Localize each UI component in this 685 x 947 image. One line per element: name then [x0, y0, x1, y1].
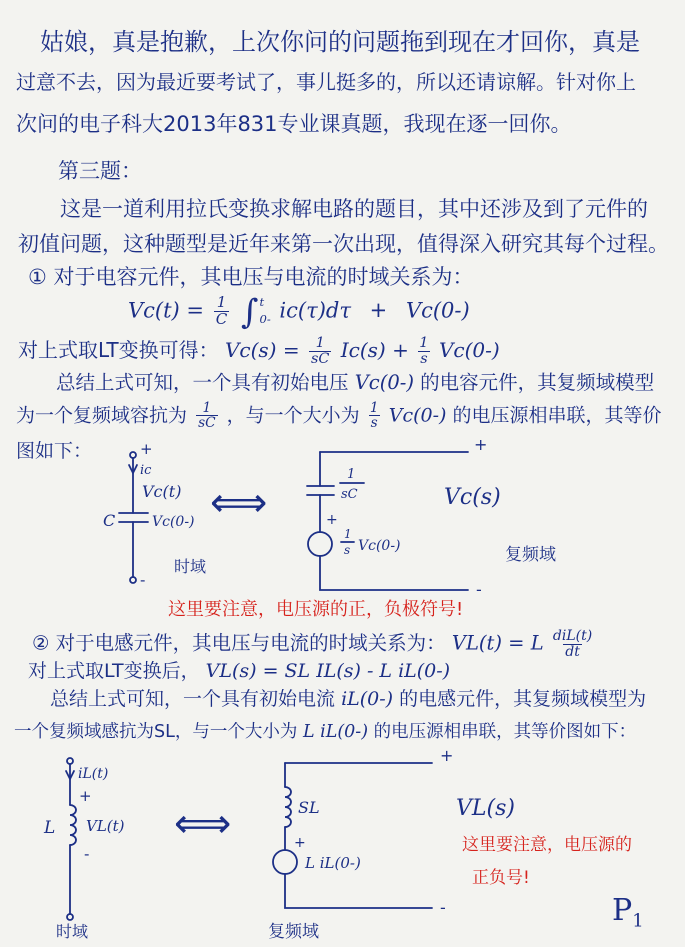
- fraction-denominator: sC: [310, 351, 330, 368]
- source-value-label: Vc(0-): [358, 538, 401, 554]
- cap-eq-plus: +: [369, 298, 388, 323]
- freq-plus-sign: +: [474, 440, 488, 454]
- source-plus-sign: +: [294, 835, 306, 851]
- fraction-numerator: 1: [419, 335, 429, 351]
- letter-line-1: 姑娘，真是抱歉，上次你问的问题拖到现在才回你，真是: [40, 28, 640, 56]
- fraction-numerator: 1: [216, 292, 227, 311]
- inductor-red-note-line-2: 正负号!: [472, 868, 530, 888]
- fraction-numerator: diL(t): [552, 628, 593, 644]
- capacitor-equivalent-diagram: [0, 440, 685, 605]
- page-number: [612, 893, 644, 932]
- cap-eq-lhs: Vc(t) =: [128, 298, 205, 323]
- capacitor-laplace-line: [18, 336, 500, 367]
- impedance-label: SL: [298, 798, 320, 817]
- time-plus-sign: +: [79, 787, 92, 805]
- summary-text: 的电压源相串联，其等价图如下：: [373, 722, 637, 742]
- source-denominator: s: [344, 543, 351, 557]
- terminal-bottom: [67, 914, 73, 920]
- fraction-one-over-s: [418, 336, 429, 367]
- fraction-denominator: C: [215, 309, 228, 328]
- terminal-top: [67, 758, 73, 764]
- summary-text: 的电压源相串联，其等价: [452, 404, 662, 427]
- inductor-red-note-line-1: 这里要注意，电压源的: [462, 835, 632, 855]
- inductor-eq-lhs: VL(t) = L: [451, 631, 544, 655]
- capacitor-time-equation: [128, 291, 470, 331]
- capacitor-plates-icon: [119, 513, 148, 522]
- summary-text: 总结上式可知，一个具有初始电流: [50, 688, 336, 710]
- letter-line-3: 次问的电子科大2013年831专业课真题，我现在逐一回你。: [16, 112, 572, 136]
- inductor-heading-line: [32, 629, 595, 659]
- letter-line-2: 过意不去，因为最近要考试了，事儿挺多的，所以还请谅解。针对你上: [16, 70, 636, 94]
- summary-text: 总结上式可知，一个具有初始电压: [56, 371, 349, 394]
- laplace-intro-text: 对上式取LT变换后，: [28, 660, 200, 682]
- summary-text: 为一个复频域容抗为: [16, 404, 188, 427]
- summary-text: 一个复频域感抗为SL，与一个大小为: [14, 722, 298, 742]
- capacitor-summary-line-2: [16, 401, 662, 431]
- time-voltage-label: Vc(t): [142, 482, 182, 501]
- freq-domain-label: 复频域: [505, 545, 556, 565]
- page-digit: 1: [632, 910, 644, 932]
- inductor-summary-line-1: [50, 688, 646, 711]
- fraction-one-over-sc: [196, 401, 217, 431]
- freq-wire-bottom: [320, 556, 468, 590]
- capacitor-summary-line-3: 图如下：: [16, 440, 93, 462]
- problem-intro-line-2: 初值问题，这种题型是近年来第一次出现，值得深入研究其每个过程。: [18, 232, 669, 256]
- voltage-source-icon: [308, 532, 332, 556]
- inductor-summary-line-2: [14, 722, 636, 743]
- laplace-intro-text: 对上式取LT变换可得：: [18, 338, 219, 363]
- fraction-numerator: 1: [202, 400, 212, 416]
- integral-lower-limit: 0-: [259, 312, 271, 327]
- time-current-label: ic: [140, 463, 152, 478]
- time-plus-sign: +: [140, 440, 153, 458]
- time-element-label: L: [44, 818, 56, 838]
- integral-limits: [259, 294, 270, 329]
- integral-sign: ∫: [240, 291, 259, 331]
- cap-eq-integrand: ic(τ)dτ: [279, 298, 351, 323]
- laplace-term-1: Ic(s) +: [340, 338, 409, 363]
- time-initial-voltage-label: Vc(0-): [152, 514, 195, 530]
- summary-variable: Vc(0-): [388, 404, 447, 427]
- laplace-equation: VL(s) = SL IL(s) - L iL(0-): [205, 660, 451, 682]
- summary-variable: L iL(0-): [302, 722, 369, 742]
- fraction-denominator: sC: [198, 415, 216, 432]
- fraction-denominator: dt: [565, 643, 580, 660]
- summary-text: 的电容元件，其复频域模型: [420, 371, 655, 394]
- summary-text: ，与一个大小为: [226, 404, 360, 427]
- fraction-derivative: [553, 629, 592, 659]
- laplace-term-2: Vc(0-): [438, 338, 500, 363]
- equivalence-arrow-icon: ⟺: [210, 480, 268, 526]
- integral-upper-limit: t: [259, 295, 265, 309]
- equivalence-arrow-icon: ⟺: [174, 801, 232, 847]
- fraction-numerator: 1: [369, 400, 379, 416]
- time-element-label: C: [103, 511, 116, 530]
- summary-variable: iL(0-): [341, 688, 394, 710]
- fraction-denominator: s: [370, 415, 378, 432]
- fraction-denominator: s: [420, 351, 428, 368]
- inductor-coil-icon: [70, 805, 76, 845]
- time-domain-label: 时域: [56, 922, 89, 941]
- freq-voltage-label: VL(s): [456, 796, 515, 821]
- capacitor-plates-icon: [307, 486, 334, 495]
- integral: [240, 291, 271, 331]
- voltage-source-icon: [273, 850, 297, 874]
- fraction-one-over-s: [369, 401, 380, 431]
- problem-intro-line-1: 这是一道利用拉氏变换求解电路的题目，其中还涉及到了元件的: [60, 197, 648, 221]
- summary-variable: Vc(0-): [354, 371, 414, 394]
- page-letter: P: [612, 893, 633, 928]
- summary-text: 的电感元件，其复频域模型为: [399, 688, 647, 710]
- time-minus-sign: -: [84, 845, 90, 863]
- inductor-coil-icon: [285, 787, 291, 827]
- impedance-numerator: 1: [347, 467, 356, 482]
- freq-plus-sign: +: [440, 746, 454, 765]
- capacitor-summary-line-1: [56, 371, 654, 394]
- freq-minus-sign: -: [440, 898, 446, 917]
- terminal-bottom: [130, 577, 136, 583]
- freq-wire-bottom: [285, 874, 432, 908]
- capacitor-red-note: 这里要注意，电压源的正，负极符号!: [168, 599, 464, 620]
- freq-minus-sign: -: [476, 580, 482, 599]
- time-current-label: iL(t): [78, 766, 109, 782]
- time-minus-sign: -: [140, 571, 146, 589]
- source-numerator: 1: [344, 527, 352, 541]
- impedance-denominator: sC: [341, 487, 358, 502]
- laplace-lhs: Vc(s) =: [224, 338, 300, 363]
- time-domain-label: 时域: [174, 557, 207, 576]
- inductor-heading: ② 对于电感元件，其电压与电流的时域关系为：: [32, 631, 446, 655]
- time-voltage-label: VL(t): [86, 817, 125, 835]
- fraction-one-over-sc: [309, 336, 331, 367]
- freq-voltage-label: Vc(s): [444, 485, 501, 510]
- capacitor-heading: ① 对于电容元件，其电压与电流的时域关系为：: [28, 265, 474, 289]
- cap-eq-initial: Vc(0-): [405, 298, 470, 323]
- freq-domain-label: 复频域: [268, 922, 319, 942]
- problem-title: 第三题：: [58, 159, 142, 183]
- inductor-laplace-line: [28, 660, 450, 683]
- fraction-one-over-c: [214, 292, 230, 328]
- fraction-numerator: 1: [315, 335, 325, 351]
- source-plus-sign: +: [326, 512, 338, 528]
- source-value-label: L iL(0-): [305, 854, 361, 872]
